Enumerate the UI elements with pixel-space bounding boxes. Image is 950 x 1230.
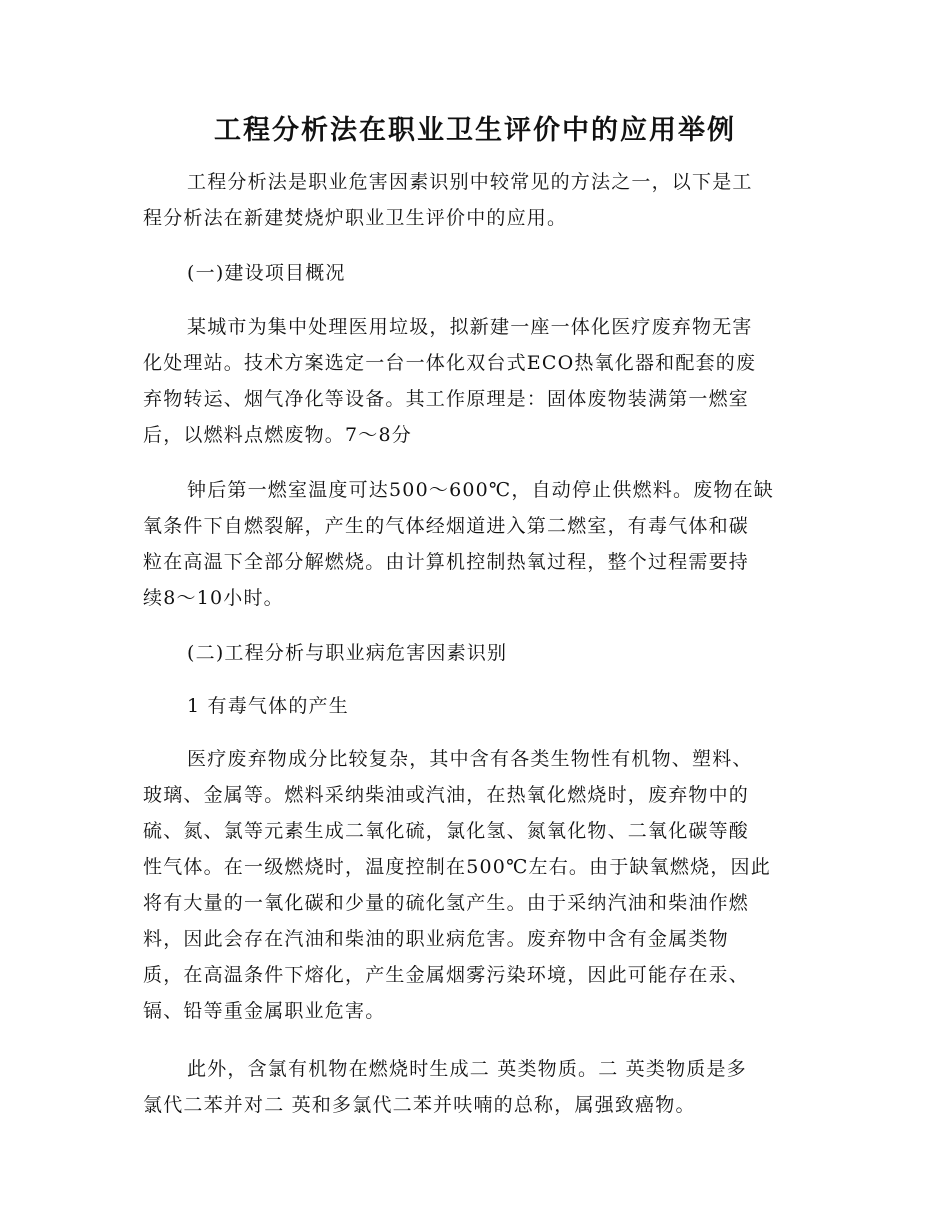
- text-line: 将有大量的一氧化碳和少量的硫化氢产生。由于采纳汽油和柴油作燃: [143, 892, 750, 914]
- text-line: 料，因此会存在汽油和柴油的职业病危害。废弃物中含有金属类物: [143, 928, 729, 950]
- document-title: 工程分析法在职业卫生评价中的应用举例: [214, 115, 736, 146]
- text-line: 性气体。在一级燃烧时，温度控制在500℃左右。由于缺氧燃烧，因此: [143, 856, 771, 878]
- text-line: 程分析法在新建焚烧炉职业卫生评价中的应用。: [143, 207, 568, 229]
- text-line: 镉、铅等重金属职业危害。: [143, 1000, 386, 1022]
- text-line: 化处理站。技术方案选定一台一体化双台式ECO热氧化器和配套的废: [143, 352, 757, 374]
- process-description-paragraph: [143, 472, 811, 616]
- intro-paragraph: [143, 164, 811, 236]
- text-line: 医疗废弃物成分比较复杂，其中含有各类生物性有机物、塑料、: [187, 748, 753, 770]
- text-line: 氯代二苯并对二 英和多氯代二苯并呋喃的总称，属强致癌物。: [143, 1094, 696, 1116]
- heading-text: (一)建设项目概况: [187, 262, 346, 284]
- heading-text: (二)工程分析与职业病危害因素识别: [187, 642, 508, 664]
- project-overview-paragraph: [143, 309, 811, 453]
- subsection-heading-toxic-gas: [143, 688, 811, 724]
- dioxin-paragraph: [143, 1051, 811, 1123]
- text-line: 续8～10小时。: [143, 587, 284, 609]
- text-line: 弃物转运、烟气净化等设备。其工作原理是：固体废物装满第一燃室: [143, 388, 750, 410]
- section-heading-engineering-analysis: [143, 635, 811, 671]
- text-line: 硫、氮、氯等元素生成二氧化硫，氯化氢、氮氧化物、二氧化碳等酸: [143, 820, 750, 842]
- section-heading-project-overview: [143, 255, 811, 291]
- text-line: 工程分析法是职业危害因素识别中较常见的方法之一，以下是工: [187, 171, 753, 193]
- text-line: 此外，含氯有机物在燃烧时生成二 英类物质。二 英类物质是多: [187, 1058, 747, 1080]
- text-line: 玻璃、金属等。燃料采纳柴油或汽油，在热氧化燃烧时，废弃物中的: [143, 784, 750, 806]
- text-line: 后，以燃料点燃废物。7～8分: [143, 424, 412, 446]
- text-line: 某城市为集中处理医用垃圾，拟新建一座一体化医疗废弃物无害: [187, 316, 753, 338]
- heading-text: 1 有毒气体的产生: [187, 695, 349, 717]
- text-line: 质，在高温条件下熔化，产生金属烟雾污染环境，因此可能存在汞、: [143, 964, 750, 986]
- text-line: 氧条件下自燃裂解，产生的气体经烟道进入第二燃室，有毒气体和碳: [143, 515, 750, 537]
- toxic-gas-paragraph: [143, 741, 811, 1029]
- text-line: 钟后第一燃室温度可达500～600℃，自动停止供燃料。废物在缺: [187, 479, 774, 501]
- text-line: 粒在高温下全部分解燃烧。由计算机控制热氧过程，整个过程需要持: [143, 551, 750, 573]
